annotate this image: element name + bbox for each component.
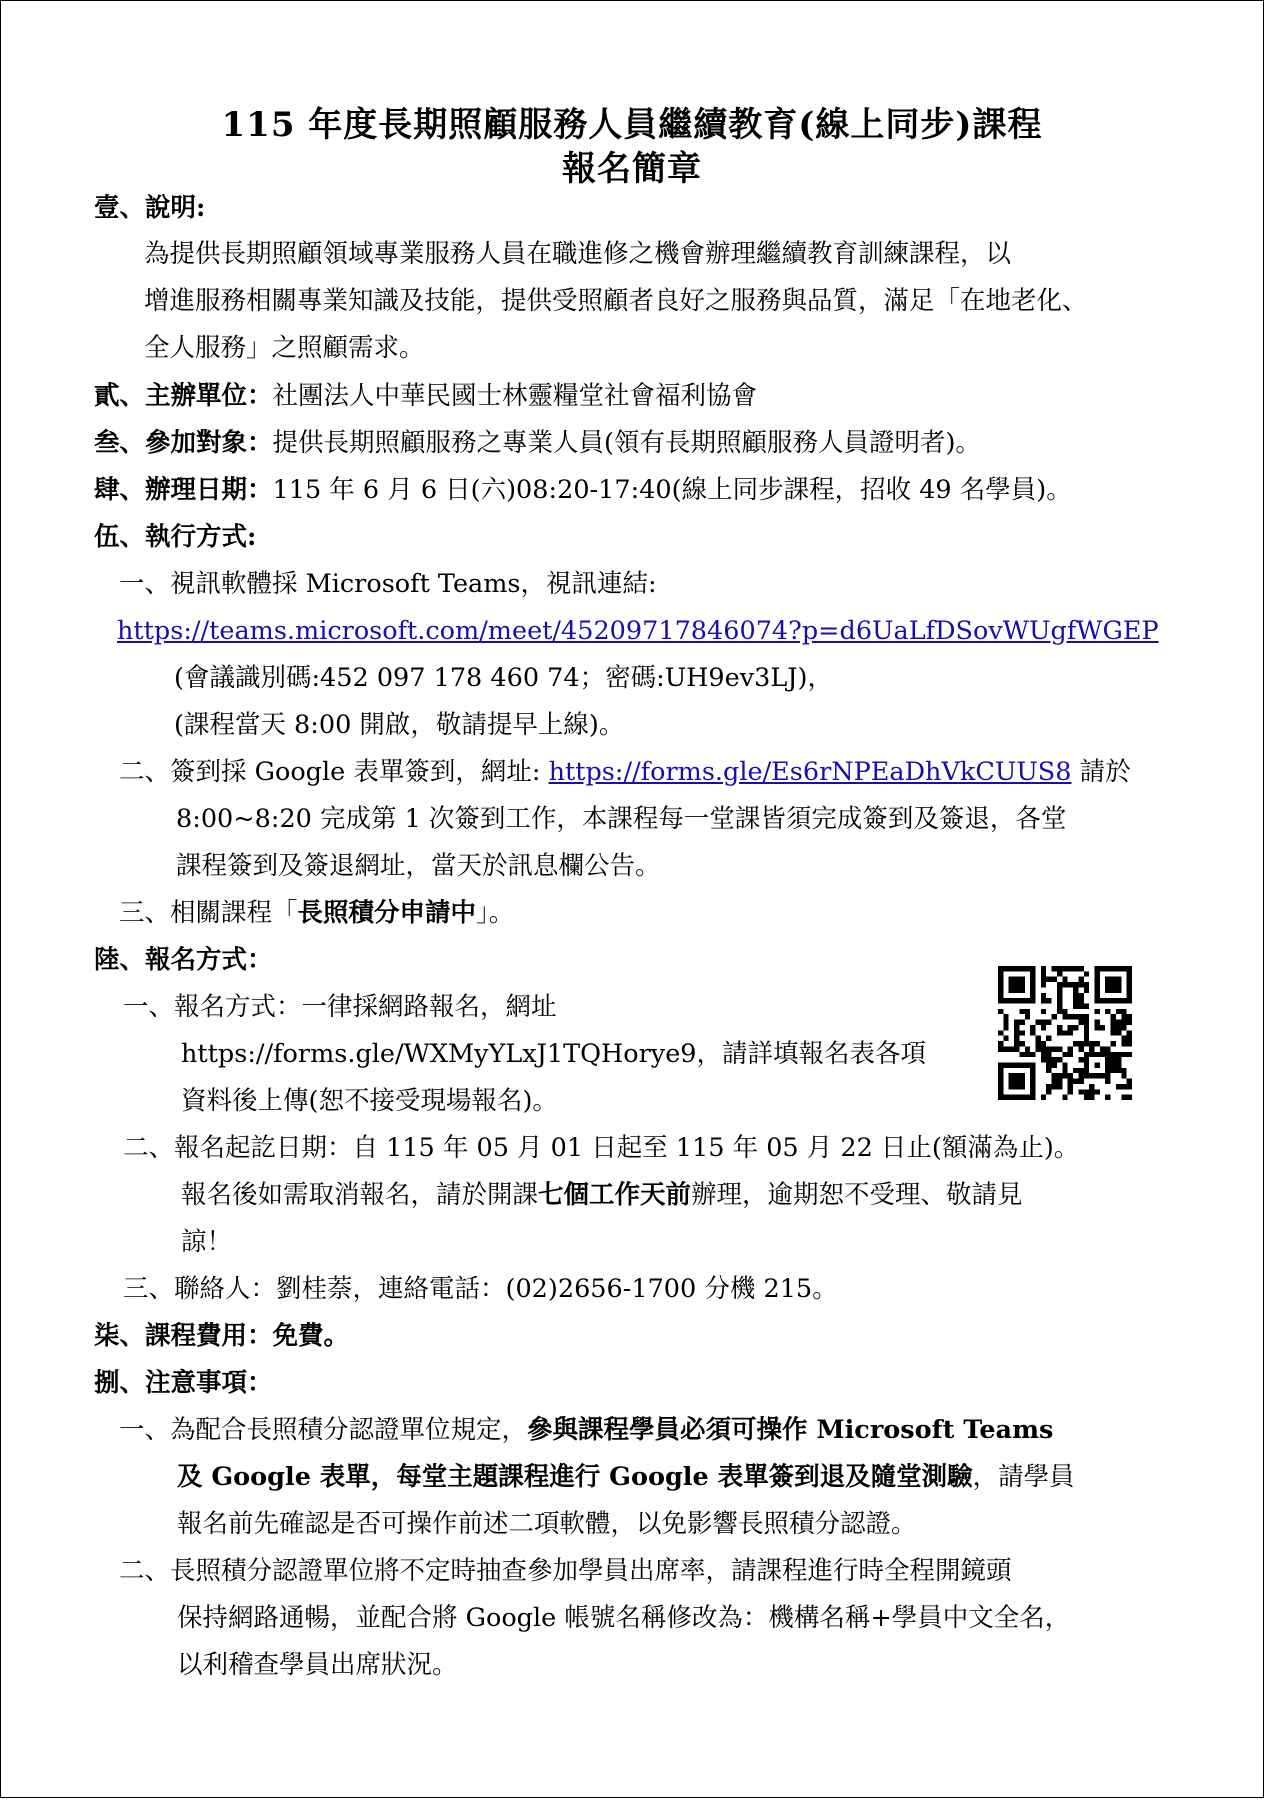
meeting-info: (會議識別碼:452 097 178 460 74；密碼:UH9ev3LJ)， — [174, 663, 833, 693]
teams-meeting-link[interactable]: https://teams.microsoft.com/meet/45209717846074?p=d6UaLfDSovWUgfWGEP — [117, 616, 1159, 646]
section-5-item-3 — [119, 898, 514, 928]
document-subtitle: 報名簡章 — [562, 149, 702, 189]
section-8-item-1-line-2 — [177, 1462, 1075, 1492]
related-course-post: 」。 — [476, 898, 515, 928]
open-time-note: (課程當天 8:00 開啟，敬請提早上線)。 — [174, 710, 625, 740]
section-3-participants — [94, 428, 981, 458]
qr-code-icon[interactable] — [998, 966, 1132, 1100]
signin-text-post: 請於 — [1071, 757, 1131, 787]
section-3-value: 提供長期照顧服務之專業人員(領有長期照顧服務人員證明者)。 — [272, 428, 981, 458]
section-6-item-2-line-2 — [181, 1180, 1023, 1210]
notice-1-post: ，請學員 — [972, 1462, 1075, 1492]
section-5-heading: 伍、執行方式: — [94, 522, 257, 552]
section-2-value: 社團法人中華民國士林靈糧堂社會福利協會 — [272, 381, 758, 411]
section-6-item-1-line-3: 資料後上傳(恕不接受現場報名)。 — [181, 1086, 558, 1116]
related-course-pre: 三、相關課程「 — [119, 898, 298, 928]
section-4-label: 肆、辦理日期： — [94, 475, 273, 505]
signin-form-link[interactable]: https://forms.gle/Es6rNPEaDhVkCUUS8 — [548, 757, 1072, 787]
section-5-item-2 — [119, 757, 1131, 787]
cancel-deadline: 七個工作天前 — [538, 1180, 692, 1210]
section-6-item-1-line-2: https://forms.gle/WXMyYLxJ1TQHorye9，請詳填報名表各項 — [181, 1039, 927, 1069]
cancel-note-post: 辦理，逾期恕不受理、敬請見 — [691, 1180, 1023, 1210]
section-4-value: 115 年 6 月 6 日(六)08:20-17:40(線上同步課程，招收 49 名學員)。 — [272, 475, 1072, 505]
section-2-organizer — [94, 381, 757, 411]
section-5-item-2-line-2: 8:00~8:20 完成第 1 次簽到工作，本課程每一堂課皆須完成簽到及簽退，各堂 — [176, 804, 1067, 834]
section-8-item-1-line-3: 報名前先確認是否可操作前述二項軟體，以免影響長照積分認證。 — [177, 1509, 917, 1539]
section-6-heading: 陸、報名方式： — [94, 945, 273, 975]
notice-1-bold: 參與課程學員必須可操作 Microsoft Teams — [527, 1415, 1054, 1445]
teams-link-line — [117, 616, 1159, 646]
section-8-heading: 捌、注意事項： — [94, 1368, 273, 1398]
notice-1-pre: 一、為配合長照積分認證單位規定， — [119, 1415, 528, 1445]
section-1-para-line-3: 全人服務」之照顧需求。 — [144, 333, 425, 363]
section-8-item-2-line-1: 二、長照積分認證單位將不定時抽查參加學員出席率，請課程進行時全程開鏡頭 — [119, 1556, 1012, 1586]
section-1-para-line-1: 為提供長期照顧領域專業服務人員在職進修之機會辦理繼續教育訓練課程，以 — [144, 239, 1012, 269]
document-title: 115 年度長期照顧服務人員繼續教育(線上同步)課程 — [221, 105, 1043, 145]
related-course-status: 長照積分申請中 — [297, 898, 477, 928]
section-4-date — [94, 475, 1072, 505]
notice-1-bold-cont: 及 Google 表單，每堂主題課程進行 Google 表單簽到退及隨堂測驗 — [177, 1462, 973, 1492]
section-2-label: 貳、主辦單位： — [94, 381, 273, 411]
section-5-item-2-line-3: 課程簽到及簽退網址，當天於訊息欄公告。 — [176, 851, 661, 881]
section-6-item-1-line-1: 一、報名方式：一律採網路報名，網址 — [123, 992, 557, 1022]
section-8-item-1-line-1 — [119, 1415, 1053, 1445]
section-1-para-line-2: 增進服務相關專業知識及技能，提供受照顧者良好之服務與品質，滿足「在地老化、 — [144, 286, 1088, 316]
section-6-item-2-line-1: 二、報名起訖日期：自 115 年 05 月 01 日起至 115 年 05 月 22 日止(額滿為止)。 — [123, 1133, 1080, 1163]
section-1-heading: 壹、說明: — [94, 193, 206, 223]
section-8-item-2-line-2: 保持網路通暢，並配合將 Google 帳號名稱修改為：機構名稱+學員中文全名， — [177, 1603, 1071, 1633]
section-5-item-1: 一、視訊軟體採 Microsoft Teams，視訊連結: — [119, 569, 657, 599]
section-3-label: 叁、參加對象： — [94, 428, 273, 458]
section-6-item-2-line-3: 諒！ — [181, 1227, 233, 1257]
signin-text-pre: 二、簽到採 Google 表單簽到，網址: — [119, 757, 549, 787]
section-8-item-2-line-3: 以利稽查學員出席狀況。 — [177, 1650, 458, 1680]
cancel-note-pre: 報名後如需取消報名，請於開課 — [181, 1180, 539, 1210]
section-6-item-3-contact: 三、聯絡人：劉桂萘，連絡電話：(02)2656-1700 分機 215。 — [123, 1274, 838, 1304]
section-7-fee: 柒、課程費用：免費。 — [94, 1321, 350, 1351]
